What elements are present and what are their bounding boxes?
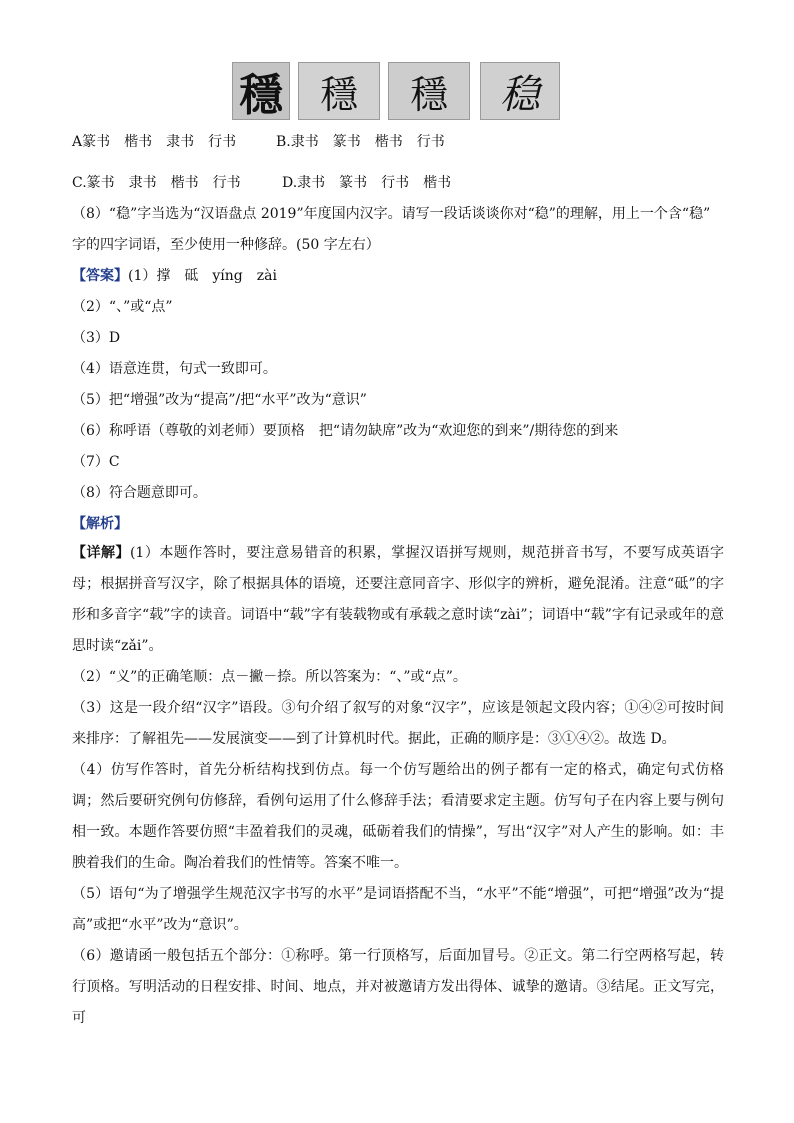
- answer-item-2: （2）“、”或“点”: [72, 299, 173, 315]
- analysis-paragraph-1-text: (1）本题作答时，要注意易错音的积累，掌握汉语拼写规则，规范拼音书写，不要写成英语字母；根据拼音写汉字，除了根据具体的语境，还要注意同音字、形似字的辨析，避免混淆。注意“砥”的字形和多音字“载”字的读音。词语中“载”字有装载物或有承载之意时读“zài”；词语中“载”字有记录或年的意思时读“zǎi”。: [72, 545, 724, 654]
- analysis-paragraph-1: [72, 538, 724, 662]
- analysis-paragraph-5: （5）语句“为了增强学生规范汉字书写的水平”是词语搭配不当，“水平”不能“增强”，可把“增强”改为“提高”或把“水平”改为“意识”。: [72, 886, 724, 933]
- answer-item-5: （5）把“增强”改为“提高”/把“水平”改为“意识”: [72, 392, 367, 408]
- clerical-script-image: 穩: [298, 62, 380, 120]
- analysis-paragraph-4: （4）仿写作答时，首先分析结构找到仿点。每一个仿写题给出的例子都有一定的格式，确定句式仿格调；然后要研究例句仿修辞，看例句运用了什么修辞手法；看清要求定主题。仿写句子在内容上要与例句相一致。本题作答要仿照“丰盈着我们的灵魂，砥砺着我们的情操”，写出“汉字”对人产生的影响。如：丰腴着我们的生命。陶冶着我们的性情等。答案不唯一。: [72, 762, 724, 871]
- analysis-paragraph-3: （3）这是一段介绍“汉字”语段。③句介绍了叙写的对象“汉字”，应该是领起文段内容；①④②可按时间来排序：了解祖先——发展演变——到了计算机时代。据此，正确的顺序是：③①④②。故选 D。: [72, 700, 724, 747]
- running-script-image: 稳: [480, 62, 560, 120]
- question-8-line-1: （8）“稳”字当选为“汉语盘点 2019”年度国内汉字。请写一段话谈谈你对“稳”的理解，用上一个含“稳”: [72, 206, 711, 222]
- answer-item-7: （7）C: [72, 454, 120, 470]
- option-d: D.隶书 篆书 行书 楷书: [282, 175, 452, 191]
- answer-item-3: （3）D: [72, 330, 121, 346]
- answer-block: [72, 267, 277, 285]
- analysis-paragraph-2: （2）“义”的正确笔顺：点－撇－捺。所以答案为：“、”或“点”。: [72, 669, 467, 685]
- option-c: C.篆书 隶书 楷书 行书: [72, 175, 241, 191]
- question-8-line-2: 字的四字词语，至少使用一种修辞。(50 字左右）: [72, 237, 380, 253]
- answer-item-1: (1）撑 砥 yíng zài: [128, 268, 277, 284]
- option-a: A篆书 楷书 隶书 行书: [72, 134, 237, 150]
- detail-label: 【详解】: [72, 545, 130, 561]
- answer-item-4: （4）语意连贯，句式一致即可。: [72, 361, 277, 377]
- seal-script-image: 穩: [232, 62, 290, 120]
- option-b: B.隶书 篆书 楷书 行书: [276, 134, 445, 150]
- answer-item-6: （6）称呼语（尊敬的刘老师）要顶格 把“请勿缺席”改为“欢迎您的到来”/期待您的到来: [72, 423, 619, 439]
- regular-script-image: 穩: [388, 62, 470, 120]
- answer-item-8: （8）符合题意即可。: [72, 485, 207, 501]
- analysis-label: 【解析】: [72, 516, 128, 532]
- analysis-paragraph-6: （6）邀请函一般包括五个部分：①称呼。第一行顶格写，后面加冒号。②正文。第二行空两格写起，转行顶格。写明活动的日程安排、时间、地点，并对被邀请方发出得体、诚挚的邀请。③结尾。正文写完，可: [72, 948, 724, 1026]
- answer-label: 【答案】: [72, 268, 128, 284]
